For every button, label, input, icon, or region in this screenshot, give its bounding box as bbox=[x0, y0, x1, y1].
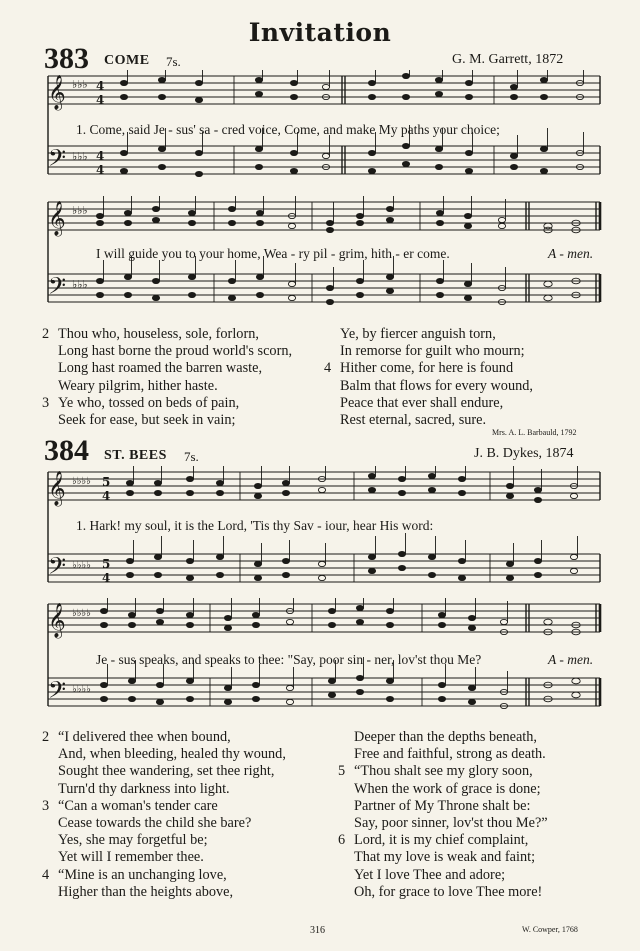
tune-name: ST. BEES bbox=[104, 448, 167, 463]
verse-number: 2 bbox=[42, 729, 50, 745]
verse-line: Balm that flows for every wound, bbox=[340, 377, 533, 394]
svg-text:𝄞: 𝄞 bbox=[48, 603, 66, 638]
svg-text:♭♭♭♭: ♭♭♭♭ bbox=[72, 608, 91, 619]
verse-line: Deeper than the depths beneath, bbox=[354, 729, 538, 745]
verse-number: 5 bbox=[338, 763, 346, 780]
verse-line: “Thou shalt see my glory soon, bbox=[354, 763, 533, 780]
svg-text:♭♭♭: ♭♭♭ bbox=[72, 150, 88, 163]
verse-line: Turn'd thy darkness into light. bbox=[58, 780, 230, 797]
hymn-number: 383 bbox=[44, 42, 89, 75]
tune-name: COME bbox=[104, 53, 150, 68]
verse-line: Ye who, tossed on beds of pain, bbox=[58, 394, 240, 411]
verses-left-383 bbox=[42, 326, 293, 429]
lyric-line-1: 1. Hark! my soul, it is the Lord, 'Tis thy Sav - iour, hear His word: bbox=[76, 518, 434, 533]
verse-number: 4 bbox=[42, 866, 50, 883]
verse-line: Long hast roamed the barren waste, bbox=[58, 360, 263, 377]
verse-line: “Can a woman's tender care bbox=[58, 797, 218, 814]
verse-line: Say, poor sinner, lov'st thou Me?” bbox=[354, 815, 548, 832]
svg-text:𝄢: 𝄢 bbox=[48, 272, 67, 305]
amen-label: A - men. bbox=[548, 652, 594, 667]
verse-line: Long hast borne the proud world's scorn, bbox=[58, 343, 293, 360]
verse-line: “Mine is an unchanging love, bbox=[58, 866, 227, 883]
verse-line: Ye, by fiercer anguish torn, bbox=[340, 326, 496, 342]
svg-text:4: 4 bbox=[96, 149, 105, 163]
composer: J. B. Dykes, 1874 bbox=[474, 446, 574, 461]
verse-line: Oh, for grace to love Thee more! bbox=[354, 883, 543, 900]
lyric-line-2: Je - sus speaks, and speaks to thee: "Say, poor sin - ner, lov'st thou Me? bbox=[96, 652, 482, 667]
lyric-line-1: 1. Come, said Je - sus' sa - cred voice, Come, and make My paths your choice; bbox=[76, 122, 500, 137]
verse-line: “I delivered thee when bound, bbox=[58, 729, 231, 745]
svg-text:𝄞: 𝄞 bbox=[48, 471, 66, 506]
svg-text:♭♭♭♭: ♭♭♭♭ bbox=[72, 684, 91, 695]
verse-line: Weary pilgrim, hither haste. bbox=[58, 377, 218, 394]
svg-text:4: 4 bbox=[96, 79, 105, 93]
verse-line: Yet I love Thee and adore; bbox=[354, 866, 506, 883]
verse-line: In remorse for guilt who mourn; bbox=[340, 343, 525, 360]
verse-line: Thou who, houseless, sole, forlorn, bbox=[58, 326, 259, 342]
svg-text:5: 5 bbox=[102, 475, 111, 489]
verse-line: When the work of grace is done; bbox=[354, 780, 541, 797]
author-credit: Mrs. A. L. Barbauld, 1792 bbox=[492, 428, 577, 437]
verse-line: Free and faithful, strong as death. bbox=[354, 746, 546, 763]
page-heading: Invitation bbox=[248, 18, 392, 47]
composer: G. M. Garrett, 1872 bbox=[452, 52, 564, 67]
verse-number: 2 bbox=[42, 326, 50, 342]
hymn-number: 384 bbox=[44, 434, 89, 467]
verses-right-384 bbox=[338, 729, 548, 901]
svg-text:𝄞: 𝄞 bbox=[48, 201, 66, 236]
verse-number: 3 bbox=[42, 797, 50, 814]
verse-number: 4 bbox=[324, 360, 332, 377]
verse-line: Seek for ease, but seek in vain; bbox=[58, 412, 236, 429]
svg-text:♭♭♭: ♭♭♭ bbox=[72, 78, 88, 91]
verse-line: Higher than the heights above, bbox=[58, 883, 234, 900]
verse-line: Hither come, for here is found bbox=[340, 360, 514, 377]
verses-right-383 bbox=[324, 326, 533, 429]
svg-text:4: 4 bbox=[96, 163, 105, 177]
verse-line: Partner of My Throne shalt be: bbox=[354, 797, 531, 814]
verse-line: And, when bleeding, healed thy wound, bbox=[58, 746, 286, 763]
svg-text:𝄢: 𝄢 bbox=[48, 144, 67, 177]
verse-number: 3 bbox=[42, 394, 50, 411]
verse-line: Cease towards the child she bare? bbox=[58, 815, 252, 832]
verse-line: Yes, she may forgetful be; bbox=[58, 832, 208, 849]
meter: 7s. bbox=[184, 449, 199, 464]
svg-text:4: 4 bbox=[96, 93, 105, 107]
verse-number: 6 bbox=[338, 832, 346, 849]
meter: 7s. bbox=[166, 54, 181, 69]
page-number: 316 bbox=[310, 925, 325, 936]
verse-line: That my love is weak and faint; bbox=[354, 849, 536, 866]
svg-text:♭♭♭: ♭♭♭ bbox=[72, 204, 88, 217]
verses-left-384 bbox=[42, 729, 286, 901]
svg-text:4: 4 bbox=[102, 489, 111, 503]
verse-line: Rest eternal, sacred, sure. bbox=[340, 412, 487, 429]
svg-text:♭♭♭♭: ♭♭♭♭ bbox=[72, 560, 91, 571]
svg-text:4: 4 bbox=[102, 571, 111, 585]
svg-text:♭♭♭: ♭♭♭ bbox=[72, 278, 88, 291]
svg-text:𝄢: 𝄢 bbox=[48, 676, 67, 709]
svg-text:𝄞: 𝄞 bbox=[48, 75, 66, 110]
lyric-line-2: I will guide you to your home, Wea - ry pil - grim, hith - er come. bbox=[96, 246, 450, 261]
amen-label: A - men. bbox=[548, 246, 594, 261]
verse-line: Peace that ever shall endure, bbox=[340, 394, 504, 411]
svg-text:𝄢: 𝄢 bbox=[48, 552, 67, 585]
author-credit: W. Cowper, 1768 bbox=[522, 925, 578, 934]
verse-line: Sought thee wandering, set thee right, bbox=[58, 763, 275, 780]
verse-line: Lord, it is my chief complaint, bbox=[354, 832, 529, 849]
svg-text:5: 5 bbox=[102, 557, 111, 571]
svg-text:♭♭♭♭: ♭♭♭♭ bbox=[72, 476, 91, 487]
verse-line: Yet will I remember thee. bbox=[58, 849, 204, 866]
